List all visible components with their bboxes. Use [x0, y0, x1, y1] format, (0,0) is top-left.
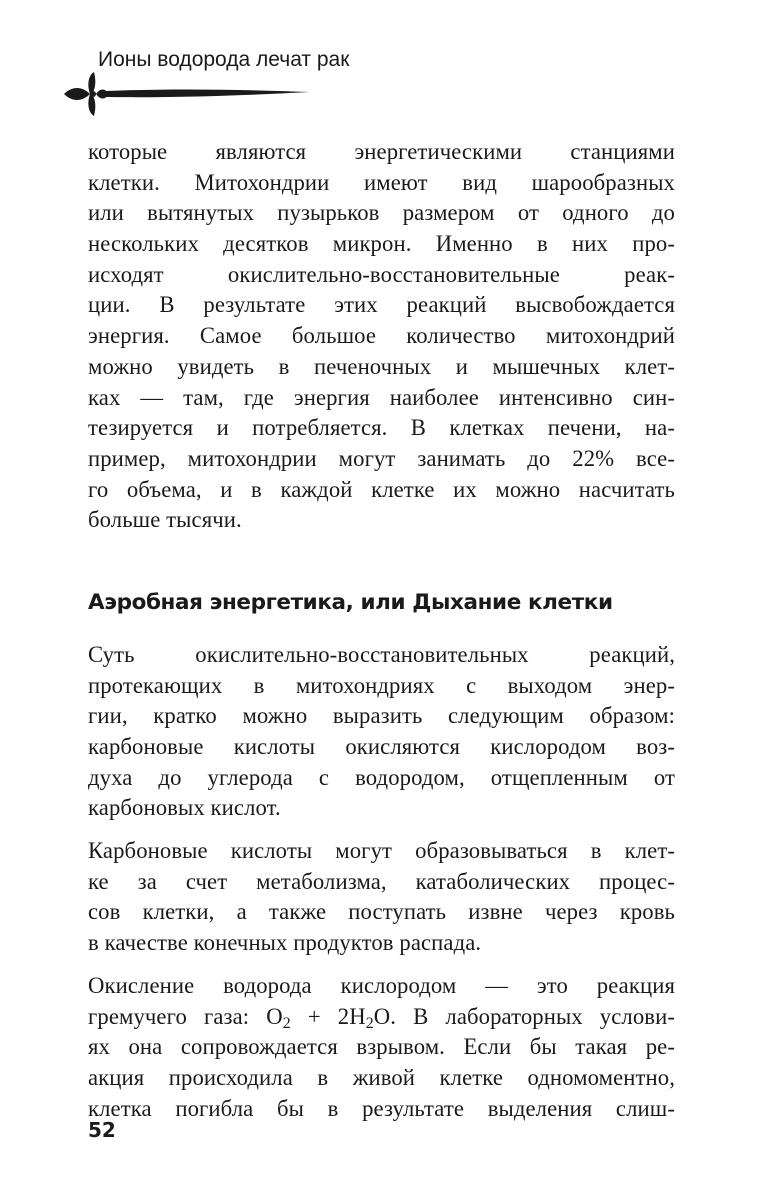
text-line: тезируется и потребляется. В клетках печени, на- [88, 415, 675, 441]
page-number: 52 [88, 1118, 116, 1142]
text-line: карбоновых кислот. [88, 795, 281, 821]
text-line: в качестве конечных продуктов распада. [88, 930, 482, 956]
running-head: Ионы водорода лечат рак [98, 48, 350, 71]
text-line: клетка погибла бы в результате выделения слиш- [88, 1095, 675, 1121]
text-line: карбоновые кислоты окисляются кислородом воз- [88, 734, 675, 759]
text-line: ях она сопровождается взрывом. Если бы такая ре- [88, 1034, 675, 1060]
text-line: клетки. Митохондрии имеют вид шарообразных [88, 169, 675, 195]
text-line: Окисление водорода кислородом — это реакция [88, 972, 675, 998]
text-line: го объема, и в каждой клетке их можно насчитать [88, 476, 675, 502]
text-line: ке за счет метаболизма, катаболических процес- [88, 868, 675, 894]
text-line: исходят окислительно-восстановительные реак- [88, 261, 675, 287]
formula-subscript: 2 [365, 1014, 374, 1032]
text-line: нескольких десятков микрон. Именно в них про- [88, 231, 675, 257]
paragraph-2 [88, 640, 675, 824]
text-line: ках — там, где энергия наиболее интенсивно син- [88, 384, 675, 410]
text-line: больше тысячи. [88, 507, 242, 533]
formula-subscript: 2 [282, 1014, 291, 1032]
text-line: акция происходила в живой клетке одномоментно, [88, 1064, 675, 1090]
section-heading: Аэробная энергетика, или Дыхание клетки [88, 589, 613, 615]
text-line: протекающих в митохондриях с выходом энер- [88, 672, 675, 698]
text-line: которые являются энергетическими станциями [88, 139, 675, 164]
body-text [88, 137, 675, 1124]
text-line: Суть окислительно-восстановительных реакций, [88, 641, 675, 667]
text-line: гии, кратко можно выразить следующим образом: [88, 703, 675, 729]
text-line: пример, митохондрии могут занимать до 22% все- [88, 445, 675, 471]
text-line: духа до углерода с водородом, отщепленным от [88, 764, 675, 790]
text-line: сов клетки, а также поступать извне через кровь [88, 899, 675, 925]
formula-text-before: гремучего газа: O [88, 1003, 283, 1029]
formula-text-middle: + 2H [290, 1003, 366, 1029]
text-line: можно увидеть в печеночных и мышечных клет- [88, 353, 675, 379]
formula-line [88, 1002, 675, 1033]
paragraph-1 [88, 137, 675, 536]
formula-text-after: O. В лабораторных услови- [373, 1003, 675, 1029]
text-line: или вытянутых пузырьков размером от одного до [88, 200, 675, 226]
text-line: Карбоновые кислоты могут образовываться в клет- [88, 838, 675, 864]
paragraph-4 [88, 971, 675, 1124]
text-line: энергия. Самое большое количество митохондрий [88, 323, 675, 349]
text-line: ции. В результате этих реакций высвобождается [88, 292, 675, 318]
fleuron-ornament-icon [62, 70, 312, 116]
paragraph-3 [88, 836, 675, 959]
